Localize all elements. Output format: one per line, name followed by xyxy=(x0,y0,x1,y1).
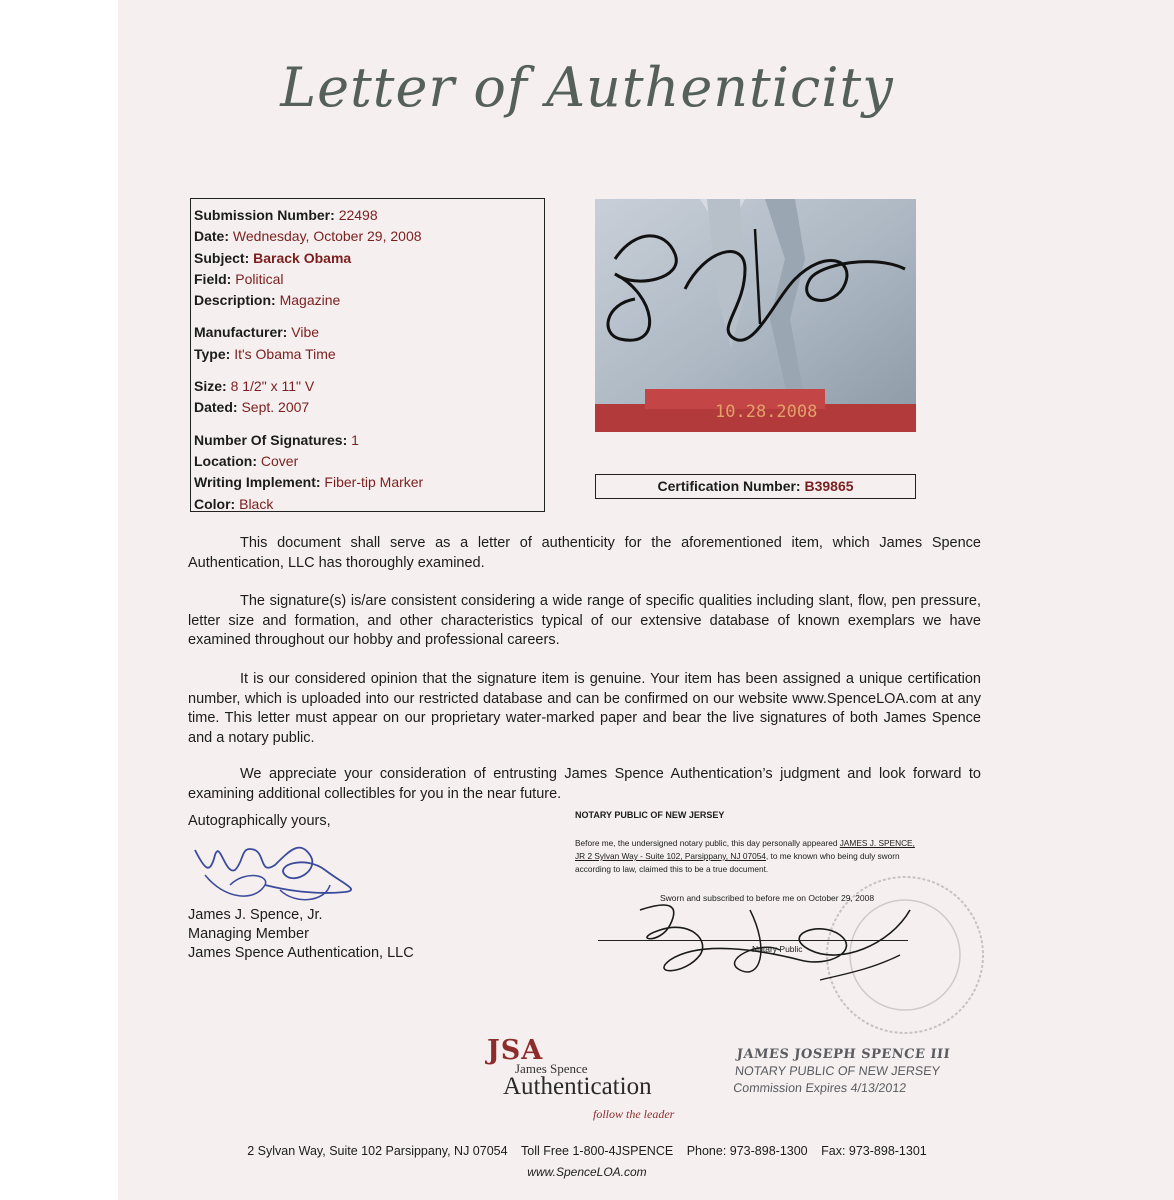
signer-name: James J. Spence, Jr. xyxy=(188,907,323,923)
paragraph-2: The signature(s) is/are consistent considering a wide range of specific qualities including slant, flow, pen pressure, letter size and formation, and other characteristics typical of our extensive database of known exemplars we have examined throughout our hobby and professional careers. xyxy=(188,593,981,648)
detail-field: Field: Political xyxy=(194,270,284,287)
detail-manufacturer: Manufacturer: Vibe xyxy=(194,324,320,341)
notary-statement: Before me, the undersigned notary public, this day personally appeared JAMES J. SPENCE, JR 2 Sylvan Way - Suite 102, Parsippany, NJ 07054, to me known who being duly sworn according to law, claimed this to be a true document. xyxy=(575,838,915,874)
detail-signatures: Number Of Signatures: 1 xyxy=(194,431,359,448)
signer-role: Managing Member xyxy=(188,926,309,942)
paragraph-4: We appreciate your consideration of entrusting James Spence Authentication’s judgment and look forward to examining additional collectibles for you in the near future. xyxy=(188,766,981,802)
notary-stamp: JAMES JOSEPH SPENCE III NOTARY PUBLIC OF NEW JERSEY Commission Expires 4/13/2012 xyxy=(732,1047,951,1095)
jsa-logo: JSA James Spence Authentication follow the leader xyxy=(487,1035,675,1121)
detail-description: Description: Magazine xyxy=(194,292,341,309)
detail-size: Size: 8 1/2" x 11" V xyxy=(194,378,315,395)
sworn-statement: Sworn and subscribed to before me on October 29, 2008 xyxy=(660,893,875,903)
detail-implement: Writing Implement: Fiber-tip Marker xyxy=(194,474,424,491)
detail-type: Type: It's Obama Time xyxy=(194,345,336,362)
detail-date: Date: Wednesday, October 29, 2008 xyxy=(194,228,422,245)
certification-number-box: Certification Number: B39865 xyxy=(595,474,916,499)
item-details-box xyxy=(190,198,545,512)
paragraph-1: This document shall serve as a letter of authenticity for the aforementioned item, which James Spence Authentication, LLC has thoroughly examined. xyxy=(188,535,981,571)
notary-signature xyxy=(600,880,930,990)
footer-website[interactable]: www.SpenceLOA.com xyxy=(527,1165,647,1179)
closing-salutation: Autographically yours, xyxy=(188,813,331,829)
spence-signature xyxy=(185,830,365,910)
signer-block xyxy=(188,906,414,963)
detail-subject: Subject: Barack Obama xyxy=(194,249,352,266)
notary-public-label: Notary Public xyxy=(752,944,803,954)
paragraph-3: It is our considered opinion that the signature item is genuine. Your item has been assigned a unique certification number, which is uploaded into our restricted database and can be confirmed on our website www.SpenceLOA.com at any time. This letter must appear on our proprietary water-marked paper and bear the live signatures of both James Spence and a notary public. xyxy=(188,671,981,746)
signer-company: James Spence Authentication, LLC xyxy=(188,945,414,961)
page-title: Letter of Authenticity xyxy=(280,56,894,119)
detail-location: Location: Cover xyxy=(194,452,299,469)
detail-dated: Dated: Sept. 2007 xyxy=(194,399,310,416)
footer-contact: 2 Sylvan Way, Suite 102 Parsippany, NJ 07054 Toll Free 1-800-4JSPENCE Phone: 973-898-1300 Fax: 973-898-1301 xyxy=(247,1144,927,1158)
signed-magazine-image xyxy=(595,199,916,432)
item-photo xyxy=(595,199,916,432)
detail-color: Color: Black xyxy=(194,495,274,512)
notary-title: NOTARY PUBLIC OF NEW JERSEY xyxy=(575,810,725,820)
photo-date-stamp: 10.28.2008 xyxy=(715,402,818,422)
detail-submission: Submission Number: 22498 xyxy=(194,207,378,223)
